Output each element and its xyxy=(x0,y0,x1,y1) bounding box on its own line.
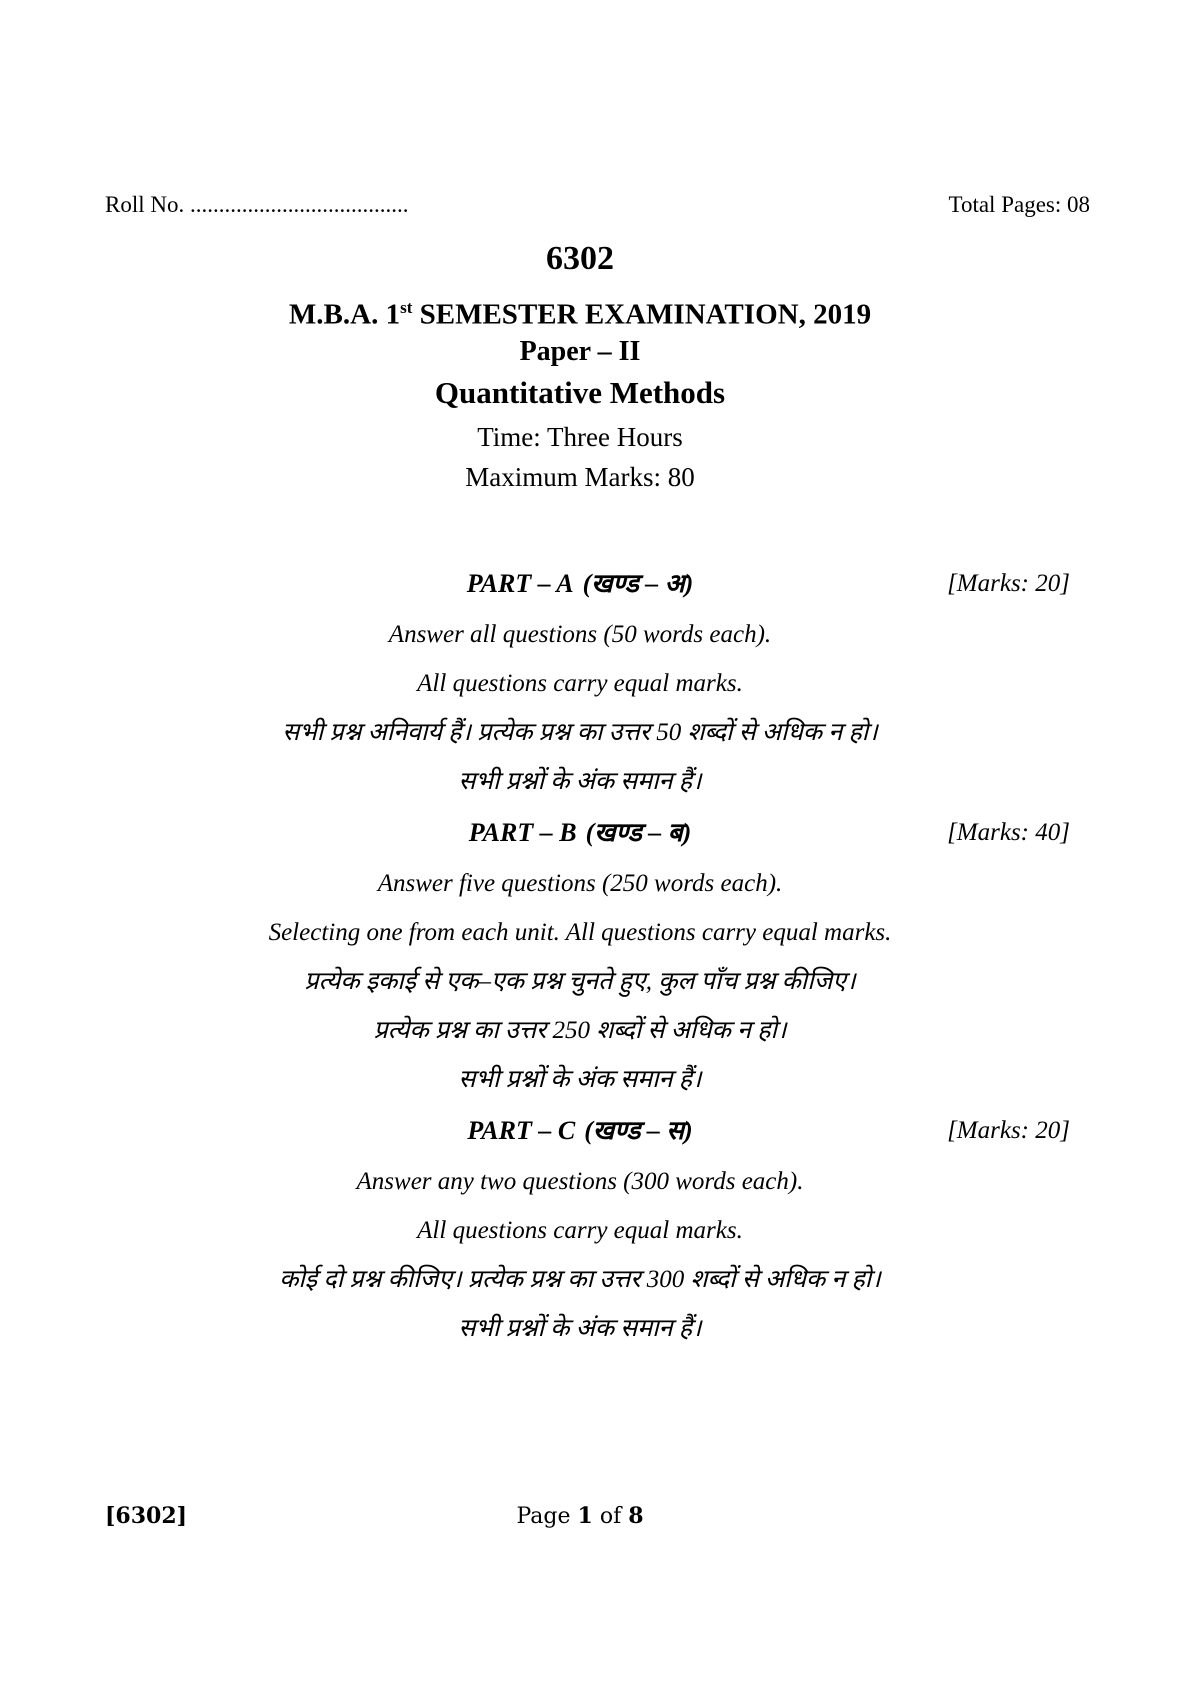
part-c-heading-en: PART – C xyxy=(467,1116,576,1145)
part-b-instruction-hindi: प्रत्येक इकाई से एक–एक प्रश्न चुनते हुए, कुल पाँच प्रश्न कीजिए। xyxy=(304,968,856,995)
part-a-instruction-hindi: सभी प्रश्न अनिवार्य हैं। प्रत्येक प्रश्न का उत्तर 50 शब्दों से अधिक न हो। xyxy=(282,719,878,746)
paper-code: 6302 xyxy=(546,240,614,277)
footer-page-indicator xyxy=(0,1500,1160,1533)
part-b-instruction-hindi: प्रत्येक प्रश्न का उत्तर 250 शब्दों से अधिक न हो। xyxy=(373,1017,787,1044)
paper-number: Paper – II xyxy=(519,336,641,367)
part-b-heading xyxy=(469,818,692,847)
exam-title xyxy=(105,288,1055,331)
part-b-marks: [Marks: 40] xyxy=(947,819,1070,846)
part-c-heading-hi: (खण्ड – स) xyxy=(584,1116,693,1145)
part-a-heading xyxy=(467,569,694,598)
roll-no-label: Roll No. ...................................... xyxy=(105,192,409,217)
part-a-instruction-hindi: सभी प्रश्नों के अंक समान हैं। xyxy=(458,768,702,795)
part-a-instruction: All questions carry equal marks. xyxy=(417,670,743,697)
part-c-instruction-hindi: सभी प्रश्नों के अंक समान हैं। xyxy=(458,1315,702,1342)
page-header xyxy=(0,190,1200,220)
page-footer xyxy=(0,1500,1200,1532)
title-block xyxy=(105,238,1055,496)
part-c-instruction-hindi: कोई दो प्रश्न कीजिए। प्रत्येक प्रश्न का उत्तर 300 शब्दों से अधिक न हो। xyxy=(279,1266,881,1293)
footer-paper-code: [6302] xyxy=(105,1503,188,1529)
part-b-instruction: Answer five questions (250 words each). xyxy=(377,870,783,897)
part-c-instruction: Answer any two questions (300 words each). xyxy=(356,1168,804,1195)
footer-page-word: Page xyxy=(516,1504,571,1529)
part-c-instruction: All questions carry equal marks. xyxy=(417,1217,743,1244)
exam-title-ordinal: st xyxy=(400,298,413,317)
part-a-heading-en: PART – A xyxy=(466,569,574,598)
part-c-heading xyxy=(467,1116,692,1145)
part-b-heading-en: PART – B xyxy=(468,818,577,847)
part-a-marks: [Marks: 20] xyxy=(947,570,1070,597)
footer-total-pages: 8 xyxy=(628,1503,644,1529)
parts-block xyxy=(105,564,1070,1347)
part-a-heading-row xyxy=(105,564,1070,604)
part-b-heading-row xyxy=(105,813,1070,853)
total-pages-label: Total Pages: 08 xyxy=(948,192,1090,217)
subject-title: Quantitative Methods xyxy=(434,375,726,410)
part-a-heading-hi: (खण्ड – अ) xyxy=(582,569,694,598)
part-c-heading-row xyxy=(105,1111,1070,1151)
part-b-heading-hi: (खण्ड – ब) xyxy=(585,818,692,847)
footer-page-number: 1 xyxy=(577,1503,593,1529)
part-b-instruction: Selecting one from each unit. All questions carry equal marks. xyxy=(268,919,892,946)
maximum-marks: Maximum Marks: 80 xyxy=(465,462,695,492)
exam-title-suffix: SEMESTER EXAMINATION, 2019 xyxy=(412,298,872,331)
time-allowed: Time: Three Hours xyxy=(477,422,683,452)
part-c-marks: [Marks: 20] xyxy=(947,1117,1070,1144)
part-a-instruction: Answer all questions (50 words each). xyxy=(388,621,772,648)
part-b-instruction-hindi: सभी प्रश्नों के अंक समान हैं। xyxy=(458,1066,702,1093)
footer-of-word: of xyxy=(599,1504,622,1529)
exam-title-prefix: M.B.A. 1 xyxy=(288,298,401,331)
